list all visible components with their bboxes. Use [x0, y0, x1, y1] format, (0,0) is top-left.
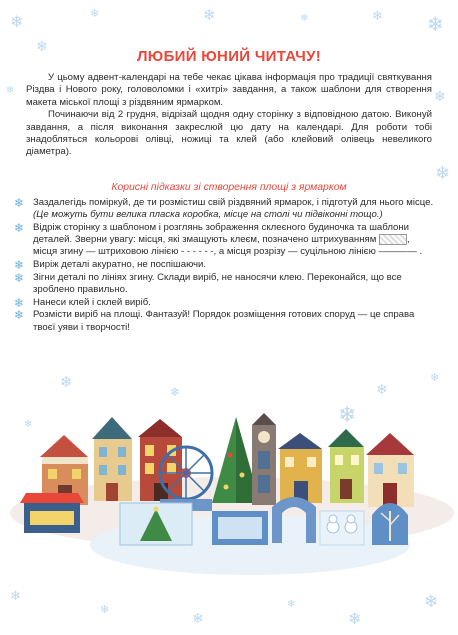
snowflake-icon: ❄ [338, 403, 357, 428]
tip-text: Відріж сторінку з шаблоном і розглянь зображення склеєного будиночка та шаблони деталей. Зверни увагу: місця, які змащують клеєм, позначено штрихуванням [33, 221, 410, 246]
tip-text: Нанеси клей і склей виріб. [33, 296, 151, 308]
snowflake-icon: ❄ [424, 592, 439, 612]
snowflake-icon: ❄ [10, 12, 24, 31]
market-stall [20, 493, 84, 533]
christmas-market-illustration [0, 395, 458, 595]
snowflake-icon: ❄ [90, 7, 100, 20]
snowflake-icon: ❄ [435, 163, 451, 184]
list-item [14, 309, 434, 333]
hatching-sample-icon [379, 234, 407, 245]
snowflake-icon: ❄ [372, 9, 383, 24]
snowflake-icon: ❄ [427, 12, 444, 36]
ice-rink [212, 511, 268, 545]
list-item [14, 272, 434, 296]
clock-tower [252, 413, 276, 505]
snowflake-icon: ❄ [14, 196, 25, 210]
page-title: ЛЮБИЙ ЮНИЙ ЧИТАЧУ! [136, 48, 322, 65]
tip-text: Заздалегідь поміркуй, де ти розмістиш свій різдвяний ярмарок, і підготуй для нього місце. [33, 197, 434, 208]
tips-title: Корисні підказки зі створення площі з ярмарком [111, 182, 347, 193]
snowflake-icon: ❄ [430, 371, 440, 384]
snowflake-icon: ❄ [348, 609, 362, 628]
snowflake-icon: ❄ [6, 85, 15, 96]
tips-list [14, 197, 434, 334]
list-item [14, 259, 434, 271]
intro-paragraph: У цьому адвент-календарі на тебе чекає цікава інформація про традиції святкування Різдва і Нового року, головоломки і «хитрі» завдання, а також шаблони для створення макета міської площі з різдвяним ярмарком. [26, 72, 432, 108]
tip-text: Виріж деталі акуратно, не поспішаючи. [33, 259, 207, 271]
snow-globe [372, 503, 408, 545]
snowflake-icon: ❄ [10, 589, 21, 604]
market-house [328, 429, 364, 503]
snowflake-icon: ❄ [60, 373, 73, 391]
intro-text [26, 72, 432, 159]
market-house [366, 433, 414, 507]
snowflake-icon: ❄ [36, 39, 48, 55]
market-house [92, 417, 132, 501]
snowflake-icon: ❄ [14, 308, 25, 323]
snowflake-icon: ❄ [287, 599, 296, 610]
snowflake-icon: ❄ [170, 385, 181, 399]
snowflake-icon: ❄ [434, 89, 446, 105]
list-item [14, 297, 434, 309]
list-item [14, 197, 434, 221]
snowflake-icon: ❄ [192, 611, 204, 627]
list-item [14, 222, 434, 259]
snowman-decoration [320, 511, 364, 545]
snow-globe [120, 503, 192, 545]
tip-note: (Це можуть бути велика пласка коробка, місце на столі чи підвіконні тощо.) [33, 209, 383, 221]
market-house [278, 433, 322, 503]
snowflake-icon: ❄ [376, 382, 388, 398]
intro-paragraph: Починаючи від 2 грудня, відрізай щодня одну сторінку з відповідною датою. Виконуй завдання, а після виконання закреслюй цю дату на календарі. Для роботи тобі знадобляться кольорові олівці, ножиці та клей (або клейовий олівець невеликого діаметра). [26, 109, 432, 158]
snowflake-icon: ❄ [14, 258, 25, 273]
market-house [138, 419, 182, 501]
snowflake-icon: ❄ [14, 295, 25, 310]
snowflake-icon: ❄ [203, 6, 216, 24]
snowflake-icon: ❄ [300, 13, 309, 24]
snowflake-icon: ❄ [24, 419, 33, 430]
tip-text: Розмісти виріб на площі. Фантазуй! Порядок розміщення готових споруд — це справа твоєї уяви і творчості! [33, 309, 415, 333]
tip-text: Зігни деталі по лініях згину. Склади виріб, не наносячи клею. Переконайся, що все зроблено правильно. [33, 271, 402, 295]
snowflake-icon: ❄ [100, 603, 110, 616]
snowflake-icon: ❄ [14, 270, 25, 285]
snowflake-icon: ❄ [14, 220, 25, 235]
tip-text: , місця згину — штриховою лінією - - - - - -, а місця розрізу — суцільною лінією ———— . [33, 234, 423, 258]
